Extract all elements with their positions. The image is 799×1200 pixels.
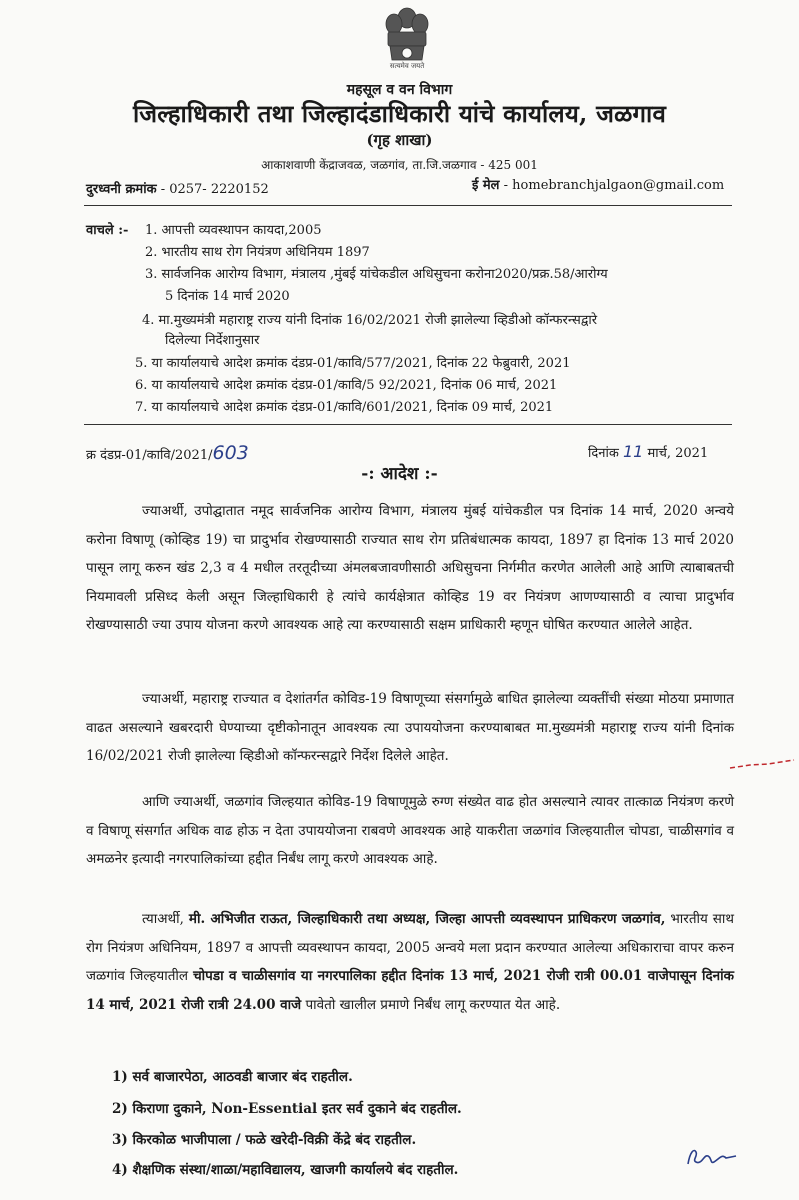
emblem-motto: सत्यमेव जयते	[389, 62, 425, 70]
reference-item: 6. या कार्यालयाचे आदेश क्रमांक दंडप्र-01/कावि/5 92/2021, दिनांक 06 मार्च, 2021	[135, 378, 558, 393]
red-ink-mark	[728, 758, 796, 772]
paragraph-3	[86, 788, 734, 874]
para4-part-3: भारतीय साथ रोग नियंत्रण अधिनियम, 1897 व आपत्ती व्यवस्थापन कायदा, 2005 अन्वये मला प्रदान करण्यात आलेल्या अधिकाराचा वापर करुन जळगांव जिल्हयातील	[86, 911, 734, 984]
para4-part-5: पावेतो खालील प्रमाणे निर्बंध लागू करण्यात येत आहे.	[305, 996, 561, 1013]
paragraph-2	[86, 685, 734, 771]
paragraph-4	[86, 905, 734, 1019]
reference-item: 7. या कार्यालयाचे आदेश क्रमांक दंडप्र-01/कावि/601/2021, दिनांक 09 मार्च, 2021	[135, 400, 554, 415]
email-label: ई मेल	[472, 178, 500, 193]
order-number-handwritten: 603	[212, 442, 249, 464]
order-title: -: आदेश :-	[361, 464, 438, 484]
restriction-item: 1) सर्व बाजारपेठा, आठवडी बाजार बंद राहतील.	[112, 1069, 353, 1085]
collector-name: मी. अभिजीत राऊत, जिल्हाधिकारी तथा अध्यक्ष, जिल्हा आपत्ती व्यवस्थापन प्राधिकरण जळगांव,	[188, 911, 666, 927]
reference-item: 5 दिनांक 14 मार्च 2020	[165, 289, 290, 304]
email-line	[472, 175, 724, 193]
references-label: वाचले :-	[86, 223, 129, 238]
email-address: - homebranchjalgaon@gmail.com	[503, 178, 725, 193]
restriction-item: 2) किराणा दुकाने, Non-Essential इतर सर्व दुकाने बंद राहतील.	[112, 1101, 462, 1117]
initials-signature	[684, 1144, 740, 1170]
phone-number: - 0257- 2220152	[160, 182, 269, 197]
reference-item: 4. मा.मुख्यमंत्री महाराष्ट्र राज्य यांनी दिनांक 16/02/2021 रोजी झालेल्या व्हिडीओ कॉन्फरन्सद्वारे	[142, 313, 598, 328]
phone-line	[86, 179, 269, 197]
department-name: महसूल व वन विभाग	[346, 82, 453, 98]
order-date	[588, 442, 708, 461]
office-name: जिल्हाधिकारी तथा जिल्हादंडाधिकारी यांचे कार्यालय, जळगाव	[132, 99, 666, 128]
order-date-suffix: मार्च, 2021	[647, 446, 709, 461]
paragraph-text: आणि ज्याअर्थी, जळगांव जिल्हयात कोविड-19 विषाणूमुळे रुग्ण संख्येत वाढ होत असल्याने त्यावर तात्काळ नियंत्रण करणे व विषाणू संसर्गात अधिक वाढ होऊ न देता उपाययोजना राबवणे आवश्यक आहे याकरीता जळगांव जिल्हयातील चोपडा, चाळीसगांव व अमळनेर इत्यादी नगरपालिकांच्या हद्दीत निर्बंध लागू करणे आवश्यक आहे.	[86, 794, 734, 867]
order-date-handwritten: 11	[622, 442, 644, 461]
reference-item: 1. आपत्ती व्यवस्थापन कायदा,2005	[145, 223, 322, 238]
reference-item: दिलेल्या निर्देशानुसार	[165, 333, 260, 348]
restriction-item: 3) किरकोळ भाजीपाला / फळे खरेदी-विक्री केंद्रे बंद राहतील.	[112, 1132, 417, 1148]
para4-part-1: त्याअर्थी,	[142, 911, 184, 927]
restriction-item: 4) शैक्षणिक संस्था/शाळा/महाविद्यालय, खाजगी कार्यालये बंद राहतील.	[112, 1162, 459, 1178]
reference-item: 3. सार्वजनिक आरोग्य विभाग, मंत्रालय ,मुंबई यांचेकडील अधिसुचना करोना2020/प्रक्र.58/आरोग्य	[145, 267, 608, 282]
paragraph-1	[86, 497, 734, 640]
order-number-prefix: क्र दंडप्र-01/कावि/2021/	[86, 448, 213, 463]
order-date-prefix: दिनांक	[588, 446, 619, 461]
office-address: आकाशवाणी केंद्राजवळ, जळगांव, ता.जि.जळगाव - 425 001	[261, 158, 538, 172]
paragraph-text: ज्याअर्थी, उपोद्घातात नमूद सार्वजनिक आरोग्य विभाग, मंत्रालय मुंबई यांचेकडील पत्र दिनांक 14 मार्च, 2020 अन्वये करोना विषाणू (कोव्हिड 19) चा प्रादुर्भाव रोखण्यासाठी राज्यात साथ रोग प्रतिबंधात्मक कायदा, 1897 हा दिनांक 13 मार्च 2020 पासून लागू करुन खंड 2,3 व 4 मधील तरतूदीच्या अंमलबजावणीसाठी अधिसुचना निर्गमीत करणेत आलेली आहे आणि त्याबाबतची नियमावली प्रसिध्द केली असून जिल्हाधिकारी हे त्यांचे कार्यक्षेत्रात कोव्हिड 19 वर नियंत्रण आणण्यासाठी व त्याचा प्रादुर्भाव रोखण्यासाठी ज्या उपाय योजना करणे आवश्यक आहे त्या करण्यासाठी सक्षम प्राधिकारी म्हणून घोषित करण्यात आलेले आहेत.	[86, 503, 734, 633]
reference-item: 5. या कार्यालयाचे आदेश क्रमांक दंडप्र-01/कावि/577/2021, दिनांक 22 फेब्रुवारी, 2021	[135, 356, 571, 371]
paragraph-text	[86, 905, 734, 1019]
header-divider	[84, 205, 732, 206]
reference-item: 2. भारतीय साथ रोग नियंत्रण अधिनियम 1897	[145, 245, 370, 260]
branch-name: (गृह शाखा)	[366, 131, 433, 149]
paragraph-text: ज्याअर्थी, महाराष्ट्र राज्यात व देशांतर्गत कोविड-19 विषाणूच्या संसर्गामुळे बाधित झालेल्या व्यक्तींची संख्या मोठया प्रमाणात वाढत असल्याने खबरदारी घेण्याच्या दृष्टीकोनातून आवश्यक त्या उपाययोजना करण्याबाबत मा.मुख्यमंत्री महाराष्ट्र राज्य यांनी दिनांक 16/02/2021 रोजी झालेल्या व्हिडीओ कॉन्फरन्सद्वारे निर्देश दिलेले आहेत.	[86, 691, 734, 764]
restriction-period: चोपडा व चाळीसगांव या नगरपालिका हद्दीत दिनांक 13 मार्च, 2021 रोजी रात्री 00.01 वाजेपासून दिनांक 14 मार्च, 2021 रोजी रात्री 24.00 वाजे	[86, 968, 734, 1013]
references-divider	[84, 424, 732, 425]
phone-label: दुरध्वनी क्रमांक	[86, 182, 157, 197]
